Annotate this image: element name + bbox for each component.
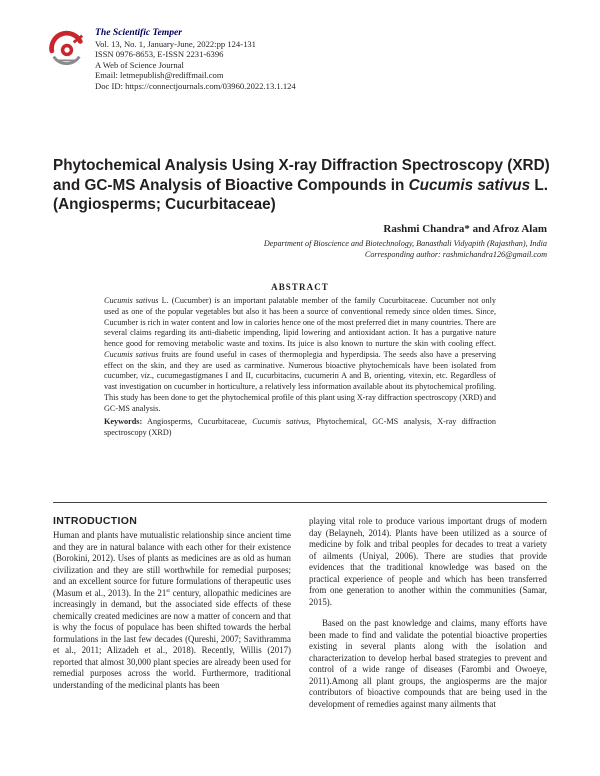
ordinal-sup: st [166, 587, 170, 594]
abstract-part-3: ., cucumegastigmanes I and II, cucurbitacins, cucumerin A and B, orienting, vitexin, etc. Regardless of vast investigation on cucumber in horticulture, a relatively less information available about its phytochemical profiling. This study has been done to get the phytochemical profile of this plant using X-ray diffraction spectroscopy (XRD) and GC-MS analysis. [104, 371, 496, 413]
journal-doi[interactable]: Doc ID: https://connectjournals.com/03960.2022.13.1.124 [95, 80, 296, 91]
abstract-part-1: L. (Cucumber) is an important palatable member of the family Cucurbitaceae. Cucumber not only used as one of the popular vegetables but also it has been a source of conventional remedy since olden times. Since, Cucumber is rich in water content and low in calories hence one of the most preferred diet in many countries. There are several claims regarding its anti-diabetic impending, lipid lowering and antioxidant action. It has a purgative nature hence good for removing metabolic waste and toxins. Its juice is also known to nurture the skin with cooling effect. [104, 296, 496, 348]
journal-logo-icon [48, 30, 86, 68]
abstract-species-2: Cucumis sativus [104, 349, 159, 359]
journal-email[interactable]: Email: letmepublish@rediffmail.com [95, 70, 224, 81]
affiliation-block [264, 239, 547, 261]
right-column [309, 516, 547, 710]
section-divider [53, 502, 547, 503]
title-species: Cucumis sativus [408, 176, 531, 194]
abstract-text [104, 296, 496, 414]
journal-issn: ISSN 0976-8653, E-ISSN 2231-6396 [95, 49, 224, 60]
journal-volume: Vol. 13, No. 1, January-June, 2022:pp 124-131 [95, 38, 256, 49]
keywords-part-1: Angiosperms, Cucurbitaceae, [142, 417, 253, 427]
intro-paragraph-continued: playing vital role to produce various important drugs of modern day (Belayneh, 2014). Plants have been utilized as a source of medicine by folk and tribal peoples for decades to treat a variety of ailments (Uniyal, 2006). There are studies that provide evidences that the traditional knowledge was based on the practical experience of people and which has been transferred from one generation to another within the communities (Samar, 2015). [309, 516, 547, 607]
title-text: Phytochemical Analysis Using X-ray Diffraction Spectroscopy (XRD) and GC-MS Analysis of Bioactive Compounds in [53, 157, 550, 194]
abstract-part-2: fruits are found useful in cases of thermoplegia and hyperdipsia. The seeds also have a preserving effect on the skin, and they are used as carminative. Numerous bioactive phytochemicals have been isolated from cucumber, [104, 349, 496, 381]
journal-name: The Scientific Temper [95, 27, 183, 38]
corresponding-author[interactable]: Corresponding author: rashmichandra126@gmail.com [364, 249, 547, 259]
abstract-heading: ABSTRACT [271, 282, 329, 292]
title-text-end: L. (Angiosperms; Cucurbitaceae) [53, 176, 548, 213]
keywords-species: Cucumis sativus [252, 417, 309, 427]
abstract-species-1: Cucumis sativus [104, 296, 159, 305]
intro-paragraph-1 [53, 530, 291, 691]
intro-paragraph-2: Based on the past knowledge and claims, many efforts have been made to find and validate the potential bioactive properties existing in several plants along with the isolation and characterization to develop herbal based strategies to prevent and control of a wide range of diseases (Farombi and Owoeye, 2011).Among all plant groups, the angiosperms are the major contributors of bioactive compounds that are being used in the development of remedies against many ailments that [309, 618, 547, 709]
keywords-label: Keywords: [104, 417, 143, 427]
intro-text-a: Human and plants have mutualistic relationship since ancient time and they are in natural balance with each other for their existence (Borokini, 2012). Uses of plants as medicines are as old as human civilization and they are still worthwhile for remedial purposes; and an excellent source for future formulations of therapeutic uses (Masum et al., 2013). In the 21 [53, 530, 291, 598]
article-title [53, 156, 553, 215]
introduction-heading: INTRODUCTION [53, 515, 138, 527]
journal-info [95, 28, 515, 92]
keywords [104, 417, 496, 439]
journal-indexing: A Web of Science Journal [95, 59, 184, 70]
authors: Rashmi Chandra* and Afroz Alam [383, 223, 547, 235]
abstract-body [104, 296, 496, 439]
intro-text-b: century, allopathic medicines are increasingly in demand, but the associated side effects of these chemically created medicines are now a matter of concern and that is why the focus of populace has been shifted towards the herbal formulations in the last few decades (Qureshi, 2007; Savithramma et al., 2011; Alizadeh et al., 2018). Recently, Willis (2017) reported that almost 30,000 plant species are already been used for remedial purposes across the world. Furthermore, traditional understanding of the medicinal plants has been [53, 587, 291, 690]
abstract-viz: viz [140, 371, 150, 381]
affiliation: Department of Bioscience and Biotechnology, Banasthali Vidyapith (Rajasthan), India [263, 239, 547, 248]
keywords-part-2: , Phytochemical, GC-MS analysis, X-ray diffraction spectroscopy (XRD) [104, 417, 496, 437]
left-column [53, 530, 291, 691]
